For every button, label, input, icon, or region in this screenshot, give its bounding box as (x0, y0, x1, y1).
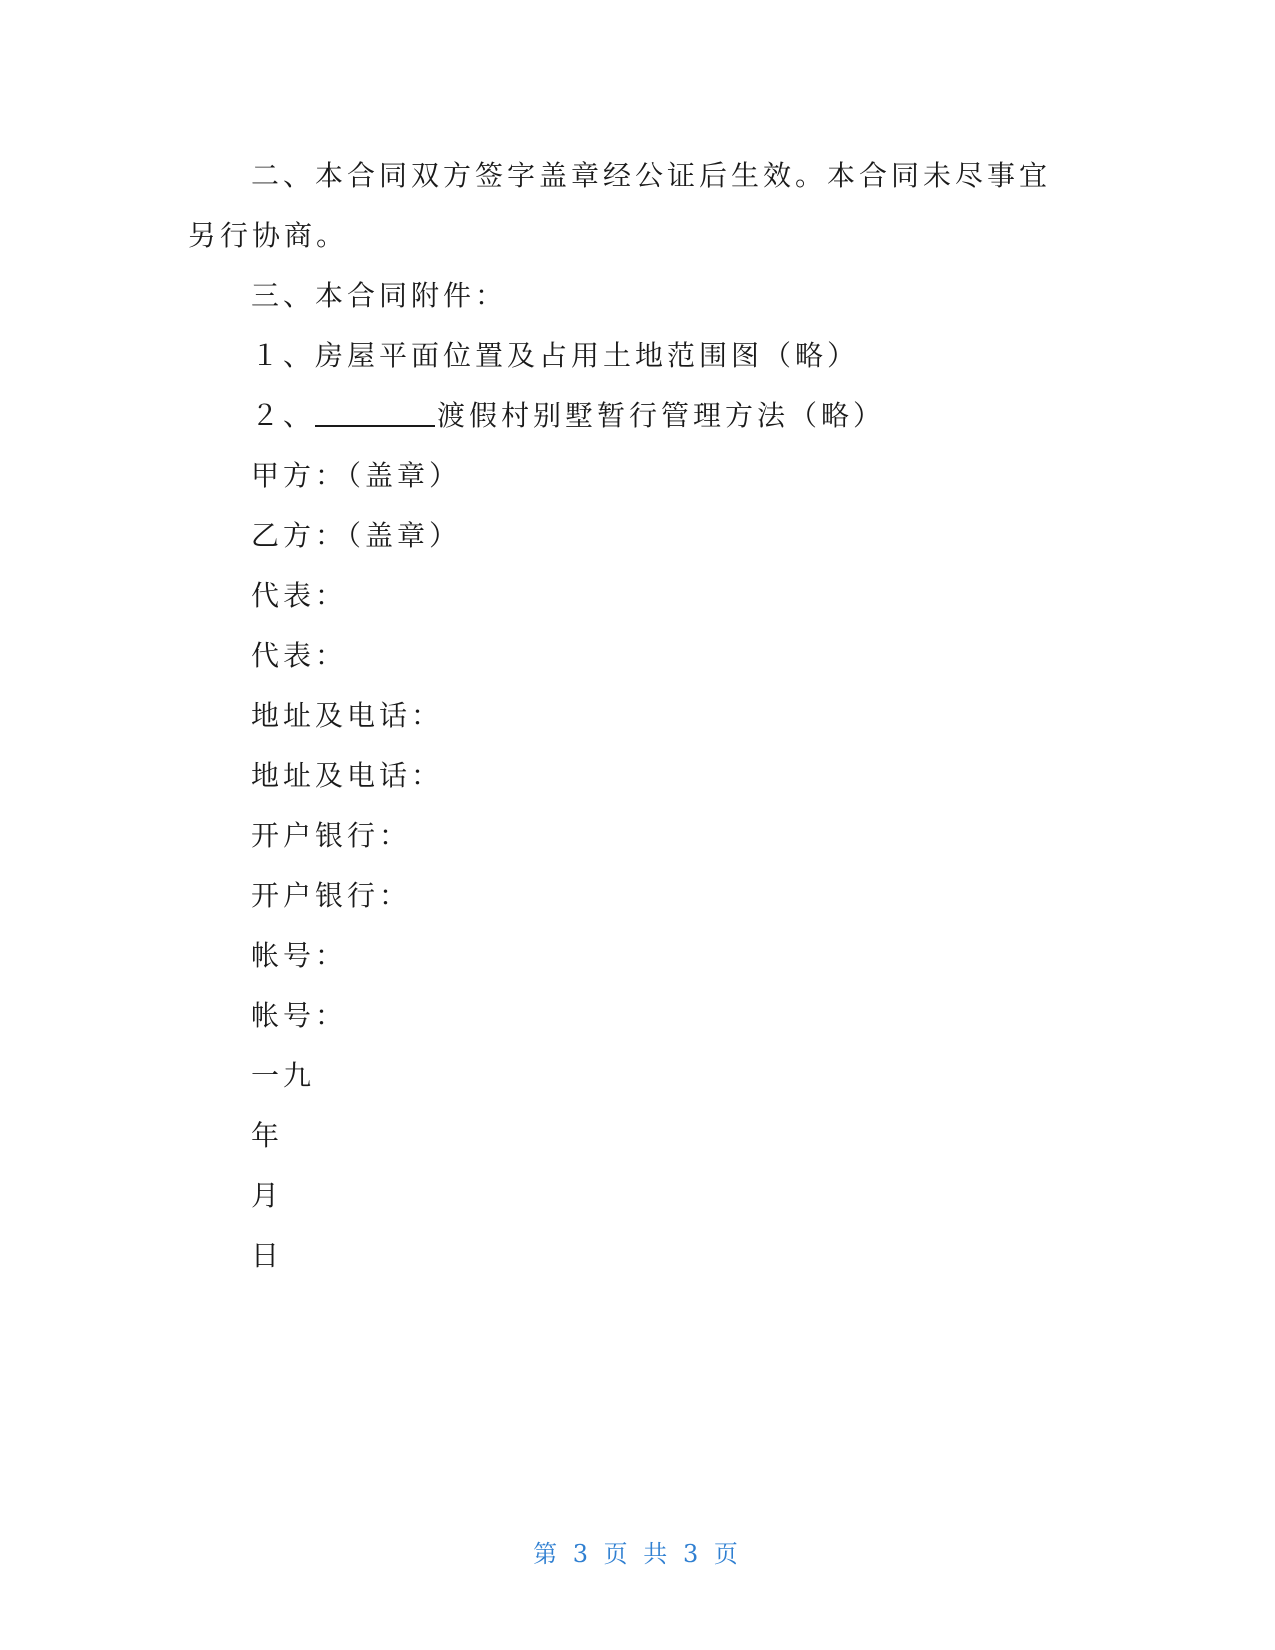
attachment-two (188, 386, 1068, 446)
party-a-account: 帐号： (251, 939, 348, 972)
attachment-one: １、房屋平面位置及占用土地范围图（略） (251, 339, 860, 372)
clause-three-heading: 三、本合同附件： (251, 279, 508, 312)
party-a-address-phone: 地址及电话： (251, 699, 444, 732)
date-day: 日 (251, 1239, 284, 1272)
page-number-footer: 第 3 页 共 3 页 (533, 1540, 742, 1568)
attachment-two-suffix: 渡假村别墅暂行管理方法（略） (437, 399, 886, 432)
fill-in-blank (315, 397, 435, 427)
party-b-seal: 乙方：（盖章） (251, 519, 462, 552)
clause-two-paragraph: 二、本合同双方签字盖章经公证后生效。本合同未尽事宜另行协商。 (188, 159, 1052, 252)
document-body (188, 146, 1068, 1286)
party-a-seal: 甲方：（盖章） (251, 459, 462, 492)
party-b-representative: 代表： (251, 639, 348, 672)
attachment-two-prefix: ２、 (251, 399, 316, 432)
date-month: 月 (251, 1179, 284, 1212)
party-b-bank: 开户银行： (251, 879, 412, 912)
party-a-bank: 开户银行： (251, 819, 412, 852)
date-century: 一九 (251, 1059, 316, 1092)
party-b-account: 帐号： (251, 999, 348, 1032)
party-b-address-phone: 地址及电话： (251, 759, 444, 792)
date-year: 年 (251, 1119, 284, 1152)
party-a-representative: 代表： (251, 579, 348, 612)
